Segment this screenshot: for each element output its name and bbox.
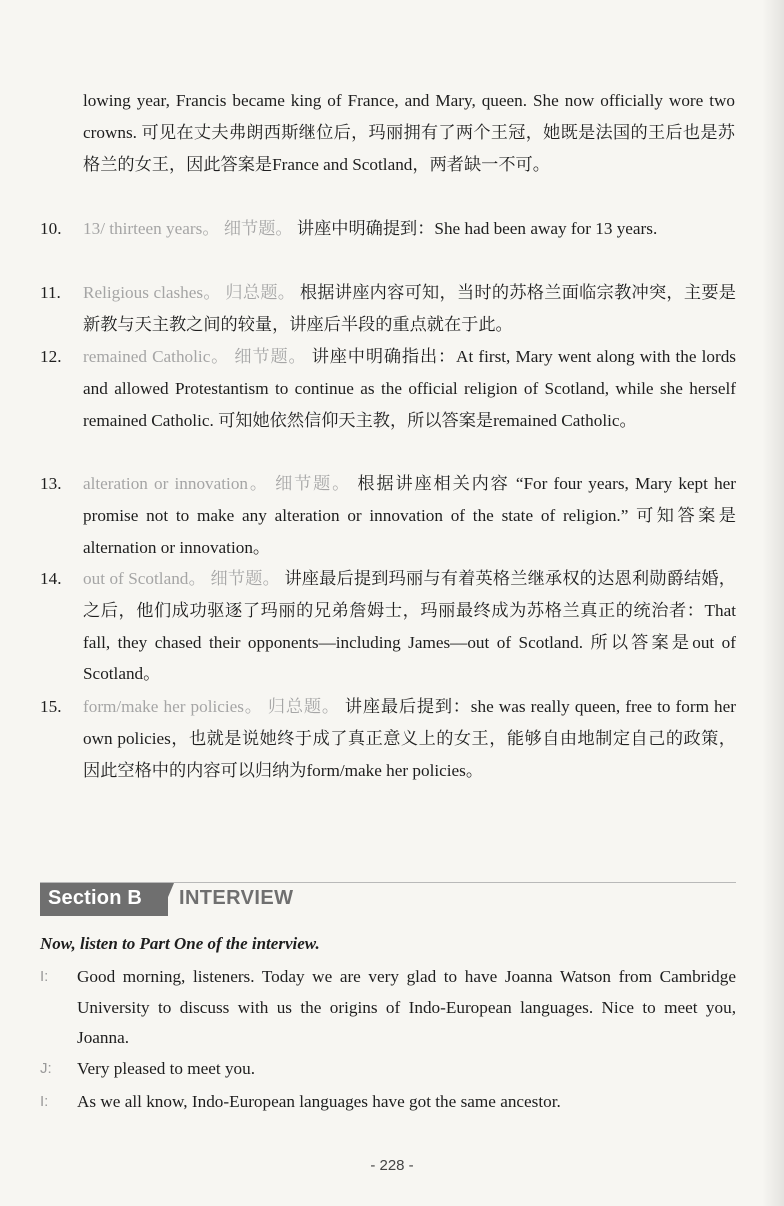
answer-item-12: 12. remained Catholic。 细节题。 讲座中明确指出：At first, Mary went along with the lords and allowed Protestantism to continue as the official religion of Scotland, while she herself remained Catholic. 可知她依然信仰天主教，所以答案是remained Catholic。 xyxy=(40,341,736,436)
item-type: 细节题。 xyxy=(234,347,307,366)
dialogue-turn xyxy=(40,1087,736,1118)
listening-instruction: Now, listen to Part One of the interview. xyxy=(40,934,320,953)
page-edge-shadow xyxy=(762,0,784,1206)
item-answer: remained Catholic xyxy=(83,347,211,366)
answer-item-10: 10. 13/ thirteen years。 细节题。 讲座中明确提到：She had been away for 13 years. xyxy=(40,213,736,245)
speaker-tag: I: xyxy=(40,968,49,985)
item-answer: out of Scotland xyxy=(83,569,189,588)
answer-item-15: 15. form/make her policies。 归总题。 讲座最后提到：she was really queen, free to form her own policies，也就是说她终于成了真正意义上的女王，能够自由地制定自己的政策，因此空格中的内容可以归纳为form/make her policies。 xyxy=(40,691,736,786)
item-answer: Religious clashes xyxy=(83,283,204,302)
item-type: 细节题。 xyxy=(275,474,352,493)
section-label: Section B xyxy=(48,887,143,909)
section-heading xyxy=(40,883,440,916)
dialogue-turn xyxy=(40,962,736,1054)
item-number: 13. xyxy=(40,474,62,493)
dialogue-turn xyxy=(40,1054,736,1085)
item-answer: 13/ thirteen years xyxy=(83,219,203,238)
dialogue-text: Good morning, listeners. Today we are very glad to have Joanna Watson from Cambridge University to discuss with us the origins of Indo-European languages. Nice to meet you, Joanna. xyxy=(77,967,736,1047)
item-answer: form/make her policies xyxy=(83,697,244,716)
item-answer: alteration or innovation xyxy=(83,474,249,493)
item-type: 归总题。 xyxy=(267,697,340,716)
section-badge-slant xyxy=(160,883,174,916)
item-type: 细节题。 xyxy=(210,569,280,588)
continuation-text: lowing year, Francis became king of France, and Mary, queen. She now officially wore two crowns. 可见在丈夫弗朗西斯继位后，玛丽拥有了两个王冠，她既是法国的王后也是苏格兰的女王，因此答案是France and Scotland，两者缺一不可。 xyxy=(83,91,735,174)
item-number: 15. xyxy=(40,697,62,716)
item-explanation: 讲座中明确指出：At first, Mary went along with the lords and allowed Protestantism to continue as the official religion of Scotland, while she herself remained Catholic. 可知她依然信仰天主教，所以答案是remained Catholic。 xyxy=(83,347,736,430)
continuation-paragraph xyxy=(83,85,735,180)
item-number: 11. xyxy=(40,283,61,302)
page-number: - 228 - xyxy=(370,1157,414,1174)
item-explanation: 根据讲座相关内容 “For four years, Mary kept her promise not to make any alteration or innovation of the state of religion.” 可知答案是alternation or innovation。 xyxy=(83,474,737,557)
answer-item-11: 11. Religious clashes。 归总题。 根据讲座内容可知，当时的苏格兰面临宗教冲突，主要是新教与天主教之间的较量，讲座后半段的重点就在于此。 xyxy=(40,277,736,341)
dialogue-text: Very pleased to meet you. xyxy=(77,1059,256,1078)
item-number: 10. xyxy=(40,219,62,238)
dialogue-text: As we all know, Indo-European languages have got the same ancestor. xyxy=(77,1092,561,1111)
item-explanation: 讲座中明确提到：She had been away for 13 years. xyxy=(296,219,658,238)
item-explanation: 根据讲座内容可知，当时的苏格兰面临宗教冲突，主要是新教与天主教之间的较量，讲座后半段的重点就在于此。 xyxy=(83,283,736,334)
speaker-tag: J: xyxy=(40,1060,52,1077)
section-title: INTERVIEW xyxy=(179,887,294,909)
item-explanation: 讲座最后提到：she was really queen, free to form her own policies，也就是说她终于成了真正意义上的女王，能够自由地制定自己的政策，因此空格中的内容可以归纳为form/make her policies。 xyxy=(83,697,736,780)
answer-item-13: 13. alteration or innovation。 细节题。 根据讲座相关内容 “For four years, Mary kept her promise not to make any alteration or innovation of the state of religion.” 可知答案是alternation or innovation。 xyxy=(40,468,736,563)
speaker-tag: I: xyxy=(40,1093,49,1110)
answer-item-14: 14. out of Scotland。 细节题。 讲座最后提到玛丽与有着英格兰继承权的达恩利勋爵结婚，之后，他们成功驱逐了玛丽的兄弟詹姆士，玛丽最终成为苏格兰真正的统治者：That fall, they chased their opponents—including James—out of Scotland. 所以答案是out of Scotland。 xyxy=(40,563,736,690)
item-number: 14. xyxy=(40,569,62,588)
item-explanation: 讲座最后提到玛丽与有着英格兰继承权的达恩利勋爵结婚，之后，他们成功驱逐了玛丽的兄弟詹姆士，玛丽最终成为苏格兰真正的统治者：That fall, they chased their opponents—including James—out of Scotland. 所以答案是out of Scotland。 xyxy=(83,569,736,684)
item-type: 细节题。 xyxy=(223,219,293,238)
item-number: 12. xyxy=(40,347,62,366)
item-type: 归总题。 xyxy=(225,283,296,302)
